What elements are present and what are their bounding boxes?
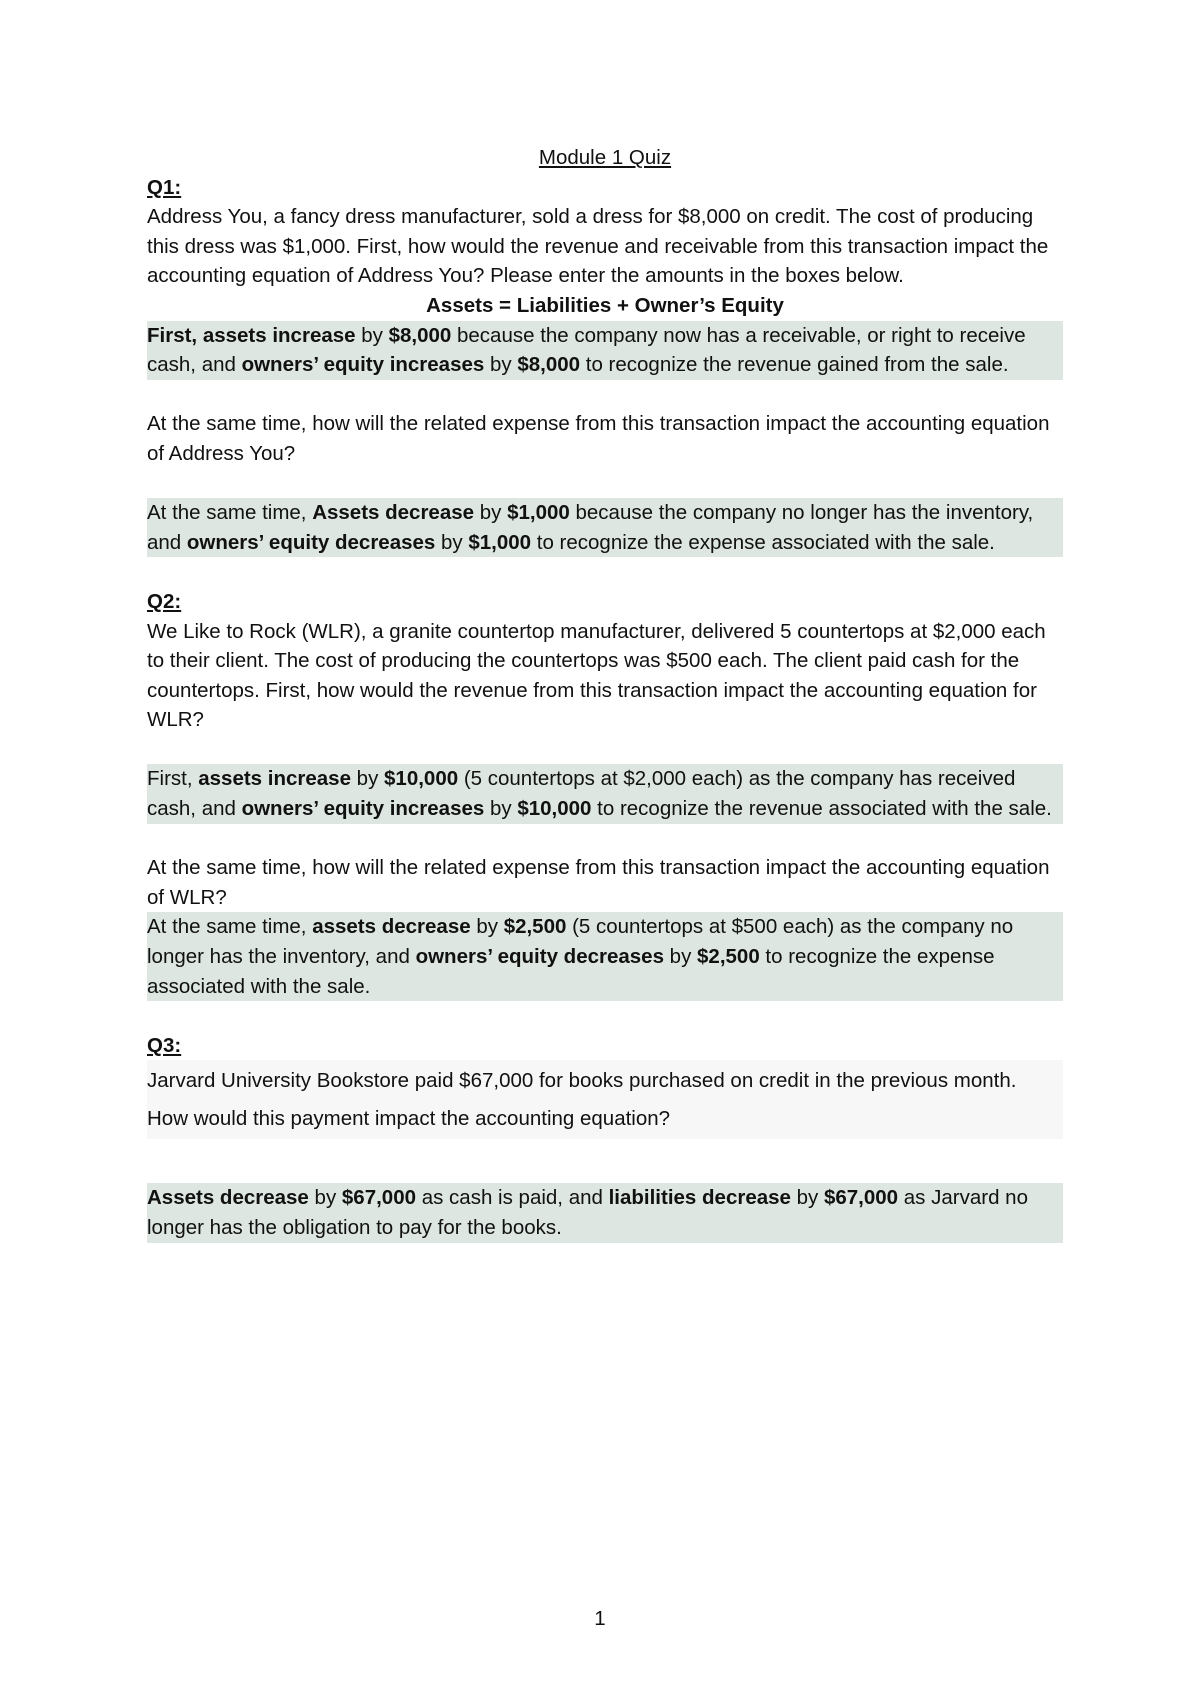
- answer-text: by: [470, 915, 504, 939]
- answer-amount: $10,000: [517, 797, 592, 821]
- answer-text: by: [435, 530, 469, 554]
- answer-bold: owners’ equity decreases: [415, 945, 664, 969]
- answer-amount: $1,000: [507, 501, 570, 525]
- answer-bold: Assets decrease: [147, 1186, 309, 1210]
- answer-bold: Assets decrease: [312, 501, 475, 525]
- answer-text: At the same time,: [147, 501, 313, 525]
- spacer: [147, 1139, 1063, 1183]
- answer-text: by: [308, 1186, 342, 1210]
- answer-bold: owners’ equity increases: [241, 353, 485, 377]
- answer-text: (5 countertops at $500 each) as the company no longer has the inventory, and: [147, 915, 1014, 969]
- answer-text: as Jarvard no longer has the obligation to pay for the books.: [147, 1186, 1028, 1239]
- answer-text: At the same time,: [147, 915, 313, 939]
- answer-text: by: [663, 945, 698, 969]
- answer-amount: $67,000: [341, 1186, 416, 1210]
- answer-q1-revenue: [147, 321, 1063, 380]
- answer-text: as cash is paid, and: [416, 1186, 609, 1210]
- answer-amount: $2,500: [697, 945, 760, 969]
- answer-bold: owners’ equity decreases: [186, 530, 436, 554]
- spacer: [147, 557, 1063, 587]
- answer-q3: [147, 1183, 1063, 1242]
- question-label-q3: Q3:: [147, 1033, 182, 1057]
- spacer: [147, 1001, 1063, 1031]
- answer-text: to recognize the expense associated with the sale.: [531, 530, 995, 554]
- answer-text: by: [790, 1186, 824, 1210]
- answer-amount: $2,500: [503, 915, 567, 939]
- question-text-q3: Jarvard University Bookstore paid $67,000 for books purchased on credit in the previous month. How would this payment impact the accounting equation?: [147, 1060, 1063, 1139]
- question-text-q1: Address You, a fancy dress manufacturer, sold a dress for $8,000 on credit. The cost of producing this dress was $1,000. First, how would the revenue and receivable from this transaction impact the accounting equation of Address You? Please enter the amounts in the boxes below.: [147, 205, 1049, 288]
- answer-q1-expense: [147, 498, 1063, 557]
- answer-text: because the company no longer has the inventory, and: [147, 501, 1034, 554]
- answer-amount: $67,000: [823, 1186, 899, 1210]
- answer-q2-expense: [147, 912, 1063, 1001]
- document-body: [147, 143, 1063, 1243]
- answer-text: by: [484, 797, 518, 821]
- answer-bold: assets increase: [198, 767, 351, 791]
- answer-text: by: [474, 501, 508, 525]
- answer-text: by: [484, 353, 518, 377]
- answer-text: (5 countertops at $2,000 each) as the company has received cash, and: [147, 767, 1016, 821]
- spacer: [147, 824, 1063, 854]
- answer-bold: assets decrease: [312, 915, 471, 939]
- question-label-q2: Q2:: [147, 589, 182, 613]
- spacer: [147, 735, 1063, 765]
- answer-text: to recognize the revenue gained from the sale.: [580, 353, 1009, 377]
- answer-amount: $1,000: [468, 530, 532, 554]
- answer-text: by: [355, 323, 389, 347]
- page-title: Module 1 Quiz: [538, 146, 672, 169]
- answer-text: by: [350, 767, 385, 791]
- answer-text: to recognize the revenue associated with the sale.: [591, 797, 1052, 821]
- question-label-q1: Q1:: [147, 175, 182, 199]
- spacer: [147, 380, 1063, 410]
- answer-text: because the company now has a receivable, or right to receive cash, and: [147, 323, 1026, 377]
- answer-bold: First, assets increase: [147, 323, 356, 347]
- question-text-q1-expense: At the same time, how will the related expense from this transaction impact the accounting equation of Address You?: [147, 412, 1050, 465]
- answer-text: First,: [147, 767, 199, 791]
- page-number: 1: [594, 1607, 606, 1630]
- question-text-q2-expense: At the same time, how will the related expense from this transaction impact the accounting equation of WLR?: [147, 856, 1050, 909]
- answer-bold: liabilities decrease: [608, 1186, 791, 1210]
- accounting-equation: Assets = Liabilities + Owner’s Equity: [426, 293, 784, 317]
- answer-q2-revenue: [147, 764, 1063, 823]
- answer-amount: $10,000: [384, 767, 459, 791]
- answer-amount: $8,000: [388, 323, 452, 347]
- question-text-q2: We Like to Rock (WLR), a granite countertop manufacturer, delivered 5 countertops at $2,000 each to their client. The cost of producing the countertops was $500 each. The client paid cash for the countertops. First, how would the revenue from this transaction impact the accounting equation for WLR?: [147, 619, 1046, 732]
- answer-bold: owners’ equity increases: [241, 797, 485, 821]
- answer-text: to recognize the expense associated with the sale.: [147, 945, 995, 998]
- spacer: [147, 469, 1063, 499]
- answer-amount: $8,000: [517, 353, 581, 377]
